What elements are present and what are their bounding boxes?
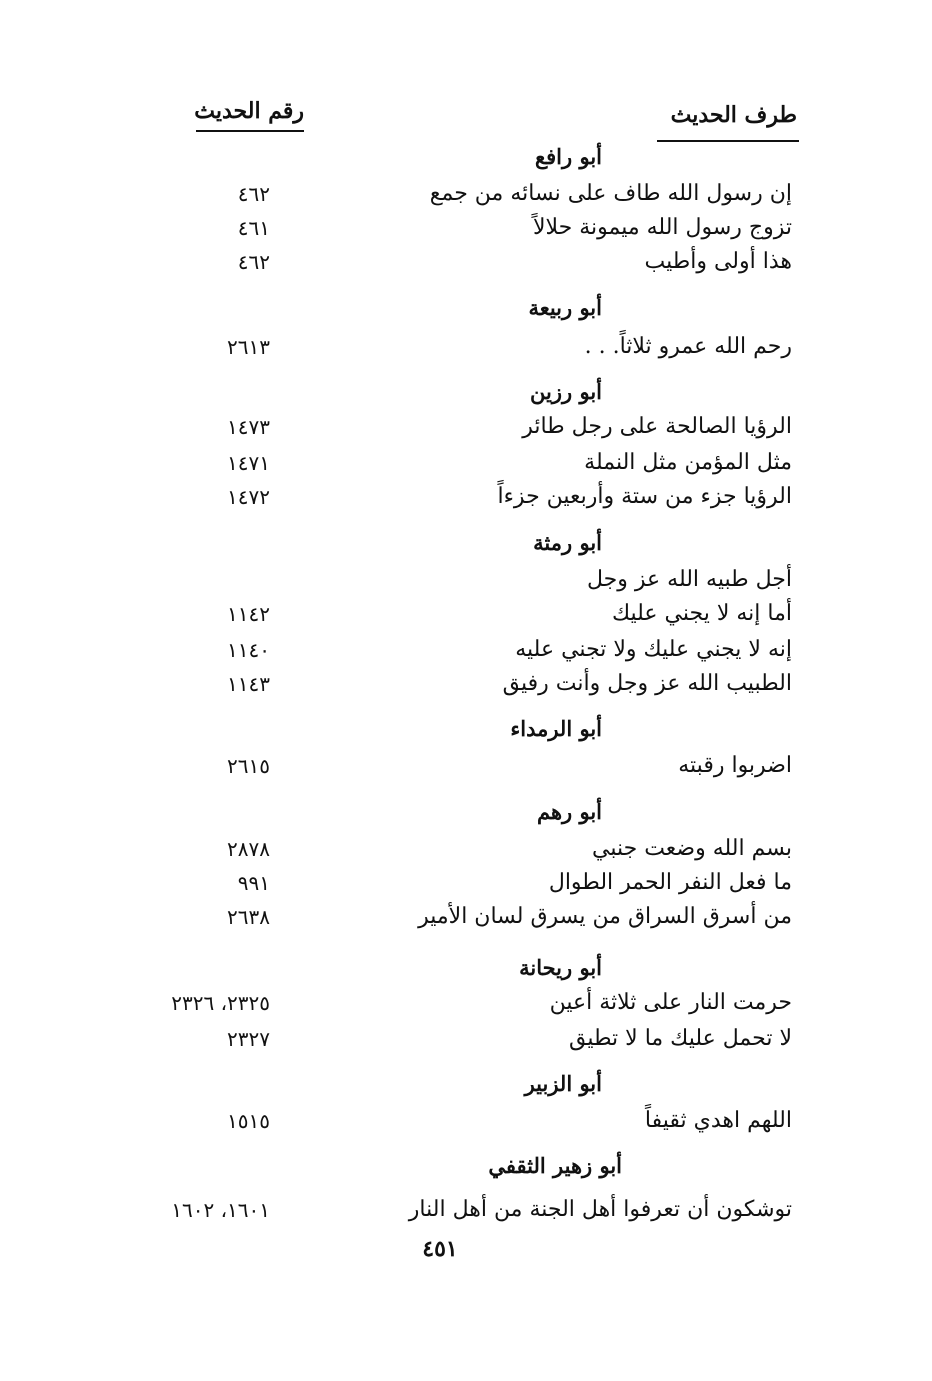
hadith-number: ١٦٠١، ١٦٠٢ [171, 1198, 270, 1222]
hadith-number: ١٥١٥ [227, 1109, 270, 1133]
hadith-number: ١٤٧١ [227, 451, 270, 475]
index-entry [0, 563, 932, 597]
index-entry [0, 330, 932, 364]
hadith-number: ١٤٧٢ [227, 485, 270, 509]
hadith-number: ٢٣٢٥، ٢٣٢٦ [171, 991, 270, 1015]
hadith-phrase: توشكون أن تعرفوا أهل الجنة من أهل النار [408, 1197, 792, 1222]
hadith-phrase: مثل المؤمن مثل النملة [584, 450, 792, 475]
hadith-phrase: إنه لا يجني عليك ولا تجني عليه [515, 637, 792, 662]
index-entry [0, 597, 932, 631]
hadith-number: ١١٤٣ [227, 672, 270, 696]
index-entry [0, 1193, 932, 1227]
index-entry [0, 245, 932, 279]
hadith-number: ٤٦٢ [237, 182, 270, 206]
hadith-number: ٢٣٢٧ [227, 1027, 270, 1051]
index-entry [0, 1104, 932, 1138]
narrator-heading: أبو رافع [534, 144, 602, 169]
narrator-heading: أبو الزبير [524, 1071, 602, 1096]
narrator-heading: أبو رهم [536, 799, 602, 824]
hadith-phrase: أما إنه لا يجني عليك [611, 601, 792, 626]
hadith-phrase: الرؤيا جزء من ستة وأربعين جزءاً [497, 484, 792, 509]
narrator-heading: أبو زهير الثقفي [488, 1153, 622, 1178]
hadith-phrase: ما فعل النفر الحمر الطوال [548, 870, 792, 895]
hadith-number: ٤٦١ [237, 216, 270, 240]
index-entry [0, 866, 932, 900]
index-entry [0, 211, 932, 245]
hadith-number: ١٤٧٣ [227, 415, 270, 439]
index-entry [0, 633, 932, 667]
hadith-phrase: الطبيب الله عز وجل وأنت رفيق [502, 671, 792, 696]
index-entry [0, 986, 932, 1020]
hadith-phrase: بسم الله وضعت جنبي [592, 836, 792, 861]
column-title-hadith-number: رقم الحديث [194, 98, 304, 124]
index-entry [0, 1022, 932, 1056]
hadith-phrase: أجل طبيه الله عز وجل [587, 567, 792, 592]
narrator-heading: أبو رزين [530, 379, 602, 404]
hadith-number: ٤٦٢ [237, 250, 270, 274]
hadith-phrase: من أسرق السراق من يسرق لسان الأمير [418, 904, 792, 929]
hadith-phrase: الرؤيا الصالحة على رجل طائر [522, 414, 792, 439]
index-entry [0, 410, 932, 444]
hadith-number: ٩٩١ [237, 871, 270, 895]
page-number: ٤٥١ [422, 1236, 458, 1262]
index-entry [0, 667, 932, 701]
hadith-phrase: رحم الله عمرو ثلاثاً. . . [584, 334, 792, 359]
hadith-number: ٢٦٣٨ [227, 905, 270, 929]
index-entry [0, 900, 932, 934]
hadith-number: ١١٤٢ [227, 602, 270, 626]
hadith-number: ٢٦١٥ [227, 754, 270, 778]
narrator-heading: أبو الرمداء [510, 716, 602, 741]
column-title-underline-right [657, 140, 799, 142]
hadith-phrase: حرمت النار على ثلاثة أعين [549, 990, 792, 1015]
column-title-underline-left [196, 130, 304, 132]
index-entry [0, 177, 932, 211]
narrator-heading: أبو ريحانة [519, 955, 602, 980]
narrator-heading: أبو ربيعة [528, 295, 602, 320]
index-entry [0, 832, 932, 866]
hadith-phrase: اضربوا رقبته [678, 753, 792, 778]
hadith-phrase: تزوج رسول الله ميمونة حلالاً [532, 215, 792, 240]
index-entry [0, 446, 932, 480]
hadith-phrase: هذا أولى وأطيب [644, 249, 792, 274]
narrator-heading: أبو رمثة [533, 530, 602, 555]
hadith-number: ١١٤٠ [227, 638, 270, 662]
hadith-phrase: إن رسول الله طاف على نسائه من جمع [429, 181, 792, 206]
hadith-number: ٢٦١٣ [227, 335, 270, 359]
hadith-phrase: اللهم اهدي ثقيفاً [644, 1108, 792, 1133]
hadith-phrase: لا تحمل عليك ما لا تطيق [569, 1026, 792, 1051]
index-entry [0, 480, 932, 514]
hadith-number: ٢٨٧٨ [227, 837, 270, 861]
index-entry [0, 749, 932, 783]
column-title-hadith-phrase: طرف الحديث [670, 102, 797, 128]
